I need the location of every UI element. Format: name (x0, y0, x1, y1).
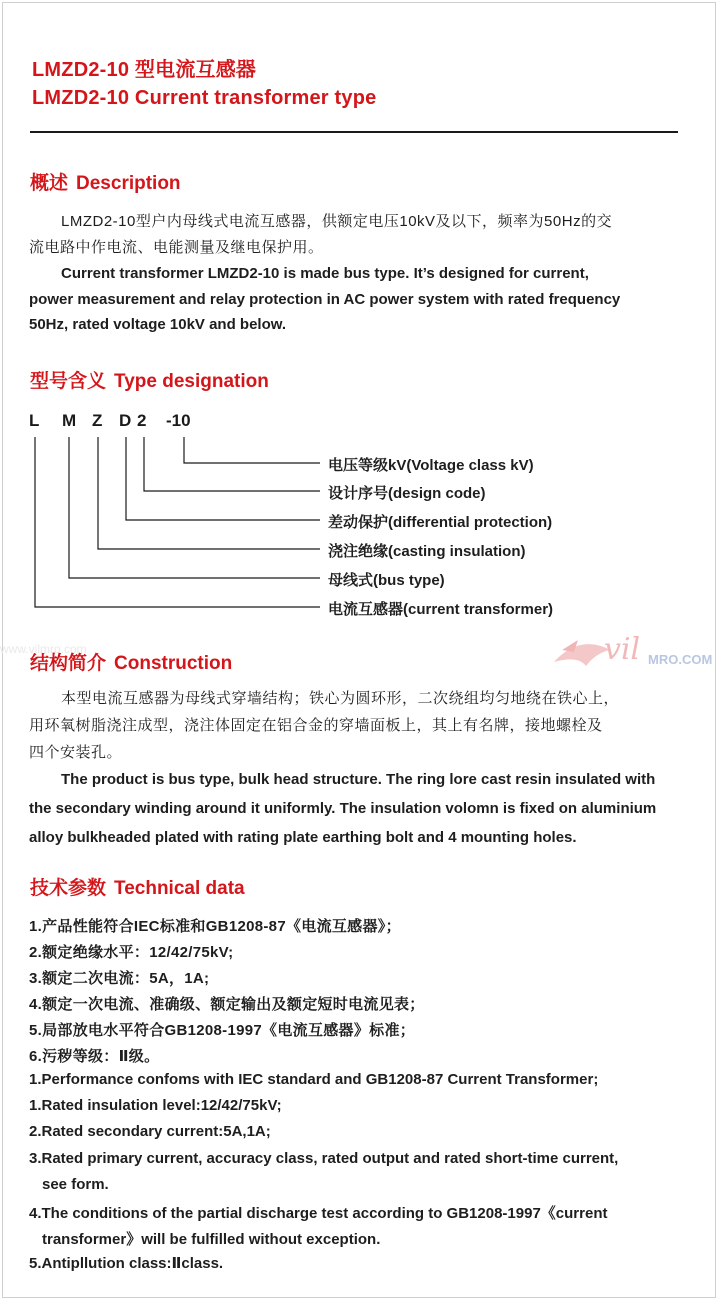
tech-en-item: 3.Rated primary current, accuracy class, rated output and rated short-time current, (29, 1150, 619, 1167)
description-cn-line: 流电路中作电流、电能测量及继电保护用。 (29, 238, 324, 256)
connector-bus-type (69, 437, 320, 578)
construction-heading (30, 648, 232, 675)
designation-letter-l: L (29, 411, 40, 430)
connector-casting (98, 437, 320, 549)
construction-cn-line: 本型电流互感器为母线式穿墙结构；铁心为圆环形，二次绕组均匀地绕在铁心上， (61, 690, 620, 707)
connector-voltage (184, 437, 320, 463)
designation-label-casting: 浇注绝缘(casting insulation) (328, 543, 526, 560)
designation-heading-cn: 型号含义 (30, 371, 107, 392)
tech-en-item: 4.The conditions of the partial discharge test according to GB1208-1997《current (29, 1205, 608, 1222)
tech-cn-item: 5.局部放电水平符合GB1208-1997《电流互感器》标准； (29, 1022, 416, 1039)
watermark-logo-domain: MRO.COM (648, 652, 713, 667)
designation-label-design-code: 设计序号(design code) (328, 485, 486, 502)
designation-letter-m: M (62, 411, 77, 430)
description-cn-line: LMZD2-10型户内母线式电流互感器，供额定电压10kV及以下，频率为50Hz的交 (61, 213, 613, 230)
technical-heading-cn: 技术参数 (30, 878, 107, 899)
watermark-logo-text: vil (604, 632, 641, 667)
designation-label-bus-type: 母线式(bus type) (328, 572, 445, 589)
construction-heading-en: Construction (114, 653, 233, 674)
connector-differential (126, 437, 320, 520)
construction-cn-paragraph (29, 685, 689, 766)
designation-label-voltage: 电压等级kV(Voltage class kV) (328, 457, 534, 474)
tech-cn-item: 3.额定二次电流：5A，1A; (29, 970, 210, 987)
tech-en-item: 5.Antipllution class:Ⅱclass. (29, 1255, 224, 1272)
construction-en-line: the secondary winding around it uniformly. The insulation volomn is fixed on aluminium (29, 800, 657, 817)
description-en-line: Current transformer LMZD2-10 is made bus type. It’s designed for current, (61, 265, 589, 282)
construction-en-line: alloy bulkheaded plated with rating plate earthing bolt and 4 mounting holes. (29, 829, 577, 846)
tech-en-item: 2.Rated secondary current:5A,1A; (29, 1123, 271, 1140)
tech-en-item-continued: transformer》will be fulfilled without exception. (42, 1231, 381, 1248)
technical-heading-en: Technical data (114, 878, 245, 899)
designation-heading-en: Type designation (114, 371, 269, 392)
designation-letter-d: D (119, 411, 132, 430)
designation-letter-z: Z (92, 411, 103, 430)
tech-cn-item: 1.产品性能符合IEC标准和GB1208-87《电流互感器》； (29, 918, 401, 935)
tech-en-item-continued: see form. (42, 1176, 109, 1193)
designation-label-differential: 差动保护(differential protection) (328, 514, 553, 531)
title-en: LMZD2-10 Current transformer type (32, 87, 377, 109)
technical-heading (30, 873, 245, 900)
designation-label-current-transformer: 电流互感器(current transformer) (328, 601, 554, 618)
watermark-left-text: www.vilmro.com (0, 642, 87, 656)
connector-design-code (144, 437, 320, 491)
tech-cn-item: 4.额定一次电流、准确级、额定输出及额定短时电流见表； (29, 996, 425, 1013)
watermark-logo (552, 632, 713, 672)
description-heading-cn: 概述 (30, 173, 69, 194)
tech-cn-item: 2.额定绝缘水平：12/42/75kV; (29, 944, 234, 961)
description-en-line: 50Hz, rated voltage 10kV and below. (29, 316, 287, 333)
designation-letter-2: 2 (137, 411, 147, 430)
description-heading-en: Description (76, 173, 181, 194)
description-en-line: power measurement and relay protection in AC power system with rated frequency (29, 290, 621, 308)
construction-cn-line: 用环氧树脂浇注成型，浇注体固定在铝合金的穿墙面板上，其上有名牌，接地螺栓及 (29, 717, 603, 734)
tech-cn-item: 6.污秽等级：Ⅱ级。 (29, 1048, 160, 1065)
construction-en-paragraph (29, 765, 689, 852)
construction-en-line: The product is bus type, bulk head structure. The ring lore cast resin insulated with (61, 771, 656, 788)
construction-heading-cn: 结构简介 (30, 653, 107, 674)
designation-letter-10: -10 (166, 411, 191, 430)
construction-cn-line: 四个安装孔。 (29, 744, 123, 761)
tech-en-item: 1.Rated insulation level:12/42/75kV; (29, 1097, 282, 1114)
title-cn: LMZD2-10 型电流互感器 (32, 59, 257, 81)
tech-en-item: 1.Performance confoms with IEC standard and GB1208-87 Current Transformer; (29, 1071, 599, 1088)
